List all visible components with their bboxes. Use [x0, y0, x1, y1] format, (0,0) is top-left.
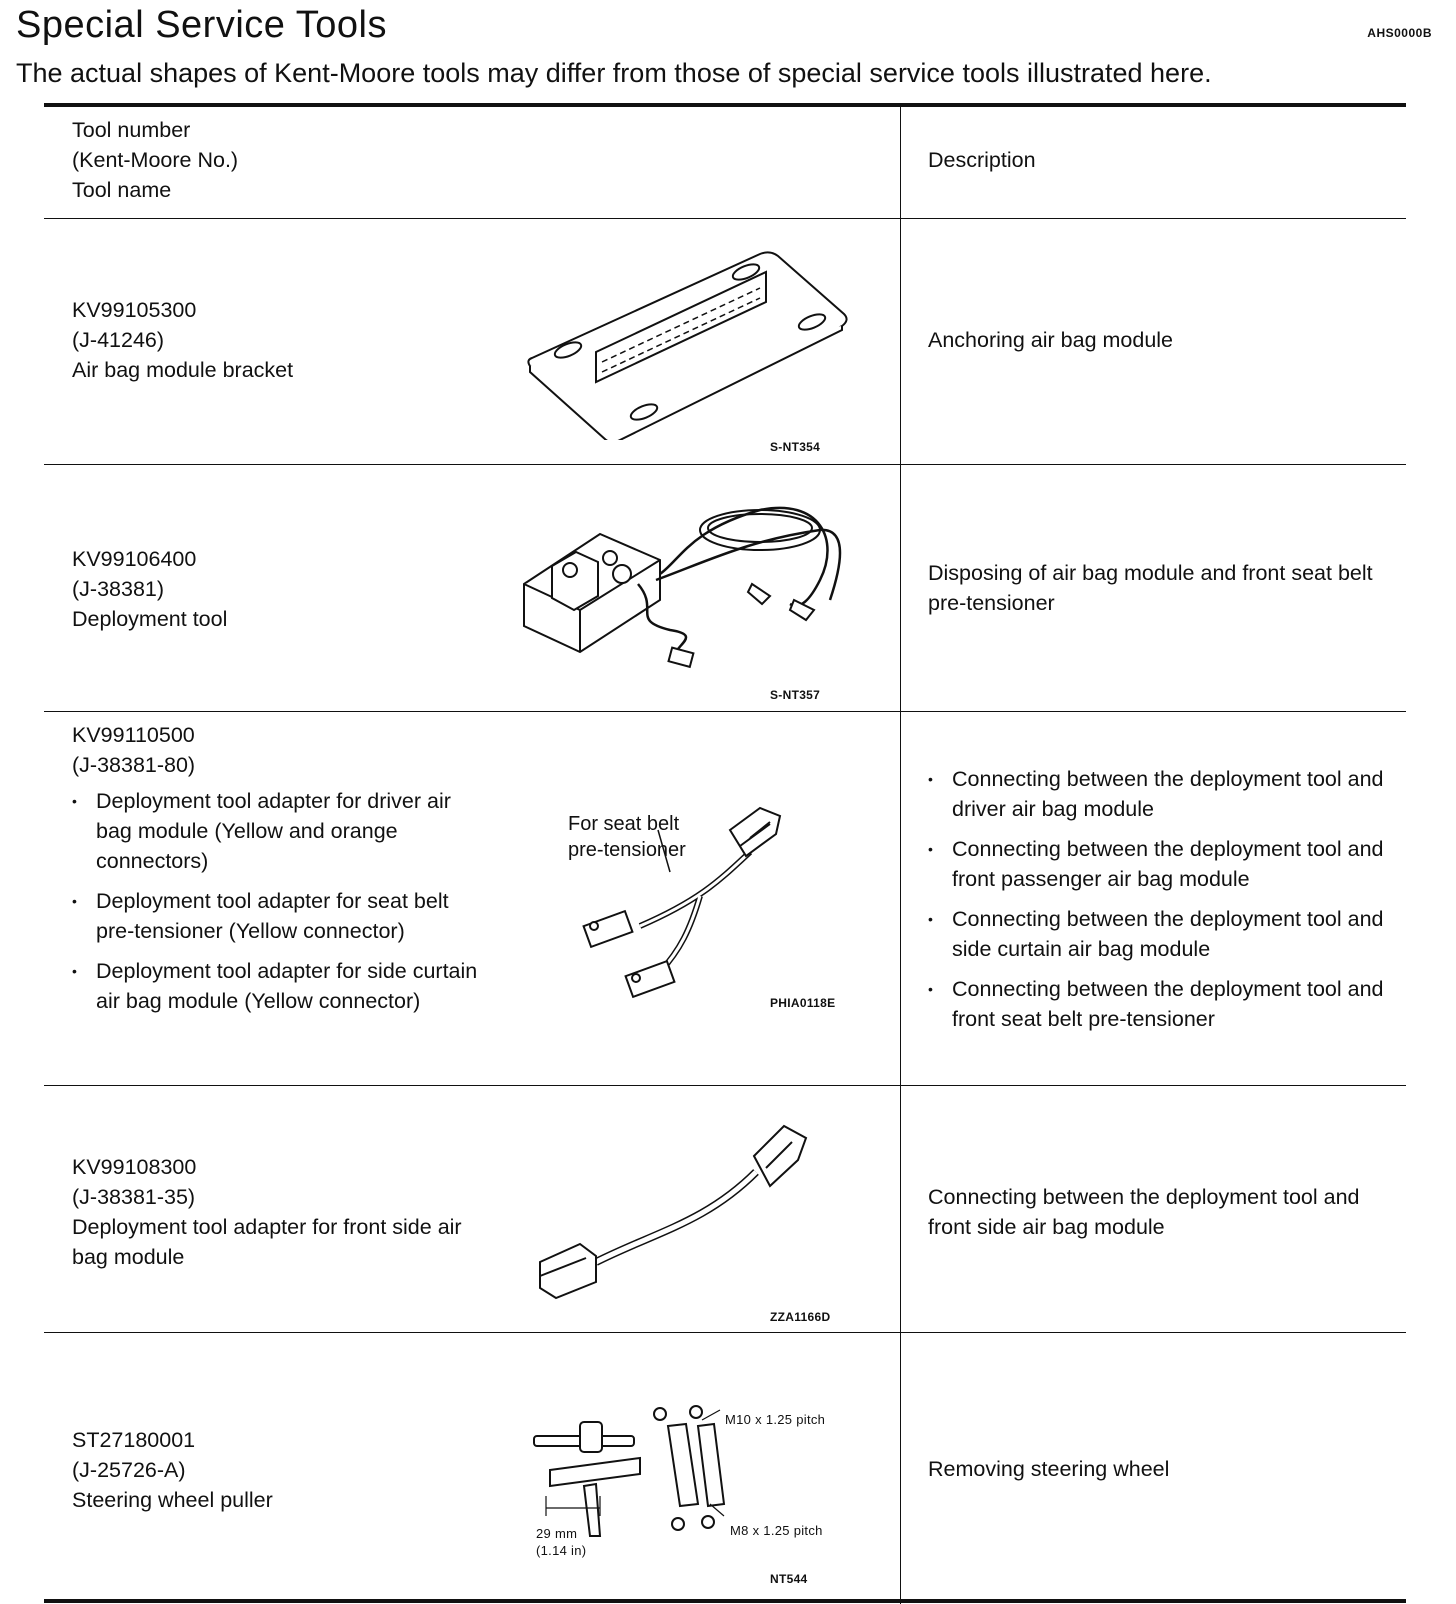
figure-code: NT544	[770, 1572, 808, 1586]
row-divider	[44, 1332, 1406, 1333]
row-divider	[44, 1085, 1406, 1086]
row-divider	[44, 464, 1406, 465]
tool-number: KV99110500	[72, 723, 195, 747]
figure-label: (1.14 in)	[536, 1543, 587, 1558]
description-item: • Connecting between the deployment tool and driver air bag module	[928, 764, 1398, 824]
row-divider	[44, 711, 1406, 712]
tool-name-item: • Deployment tool adapter for side curtain air bag module (Yellow connector)	[72, 956, 492, 1016]
tool-number: KV99105300	[72, 298, 197, 322]
description-item: • Connecting between the deployment tool and front passenger air bag module	[928, 834, 1398, 894]
figure-code: ZZA1166D	[770, 1310, 831, 1324]
tool-number: KV99108300	[72, 1155, 197, 1179]
tool-name: Deployment tool	[72, 607, 228, 631]
tool-cell	[72, 1152, 472, 1272]
tool-description: Removing steering wheel	[928, 1457, 1170, 1481]
figure-code: S-NT357	[770, 688, 821, 702]
tool-cell	[72, 295, 472, 385]
page-title: Special Service Tools	[16, 4, 387, 46]
header-rule	[44, 218, 1406, 219]
kent-moore-number: (J-38381-80)	[72, 753, 196, 777]
deployment-tool-adapter-illustration	[580, 800, 820, 1010]
kent-moore-number: (J-25726-A)	[72, 1458, 186, 1482]
tool-number: KV99106400	[72, 547, 197, 571]
table-header-tool	[72, 115, 472, 205]
tool-name: Steering wheel puller	[72, 1488, 273, 1512]
air-bag-module-bracket-illustration	[520, 240, 860, 440]
figure-label: M10 x 1.25 pitch	[725, 1412, 826, 1427]
page-subtitle: The actual shapes of Kent-Moore tools may differ from those of special service tools illustrated here.	[16, 58, 1212, 88]
header-line: (Kent-Moore No.)	[72, 148, 239, 172]
figure-code: S-NT354	[770, 440, 821, 454]
header-line: Tool name	[72, 178, 172, 202]
kent-moore-number: (J-38381)	[72, 577, 165, 601]
tool-description: Anchoring air bag module	[928, 328, 1174, 352]
figure-label: 29 mm	[536, 1526, 578, 1541]
tool-name-item: • Deployment tool adapter for driver air bag module (Yellow and orange connectors)	[72, 786, 492, 876]
tool-description: Connecting between the deployment tool and front side air bag module	[928, 1185, 1360, 1239]
header-line: Tool number	[72, 118, 191, 142]
table-header-description: Description	[928, 148, 1036, 172]
front-side-adapter-illustration	[536, 1112, 836, 1302]
figure-code: PHIA0118E	[770, 996, 836, 1010]
tool-cell	[72, 544, 472, 634]
tool-cell	[72, 1425, 472, 1515]
table-top-rule	[44, 103, 1406, 107]
section-code: AHS0000B	[1367, 26, 1432, 40]
kent-moore-number: (J-41246)	[72, 328, 165, 352]
tool-name: Deployment tool adapter for front side air bag module	[72, 1215, 462, 1269]
column-divider	[900, 107, 901, 1604]
tool-name-list	[72, 786, 492, 1016]
table-bottom-rule	[44, 1599, 1406, 1603]
figure-label-line: For seat belt	[568, 813, 680, 835]
figure-label: M8 x 1.25 pitch	[730, 1523, 823, 1538]
tool-cell	[72, 720, 492, 1026]
deployment-tool-illustration	[520, 500, 870, 690]
description-list	[928, 764, 1398, 1034]
description-item: • Connecting between the deployment tool and side curtain air bag module	[928, 904, 1398, 964]
tool-name-item: • Deployment tool adapter for seat belt pre-tensioner (Yellow connector)	[72, 886, 492, 946]
tool-description: Disposing of air bag module and front seat belt pre-tensioner	[928, 561, 1373, 615]
tool-description	[928, 764, 1398, 1044]
tool-name: Air bag module bracket	[72, 358, 294, 382]
tool-number: ST27180001	[72, 1428, 196, 1452]
figure-label-line: pre-tensioner	[568, 839, 686, 861]
description-item: • Connecting between the deployment tool and front seat belt pre-tensioner	[928, 974, 1398, 1034]
kent-moore-number: (J-38381-35)	[72, 1185, 196, 1209]
